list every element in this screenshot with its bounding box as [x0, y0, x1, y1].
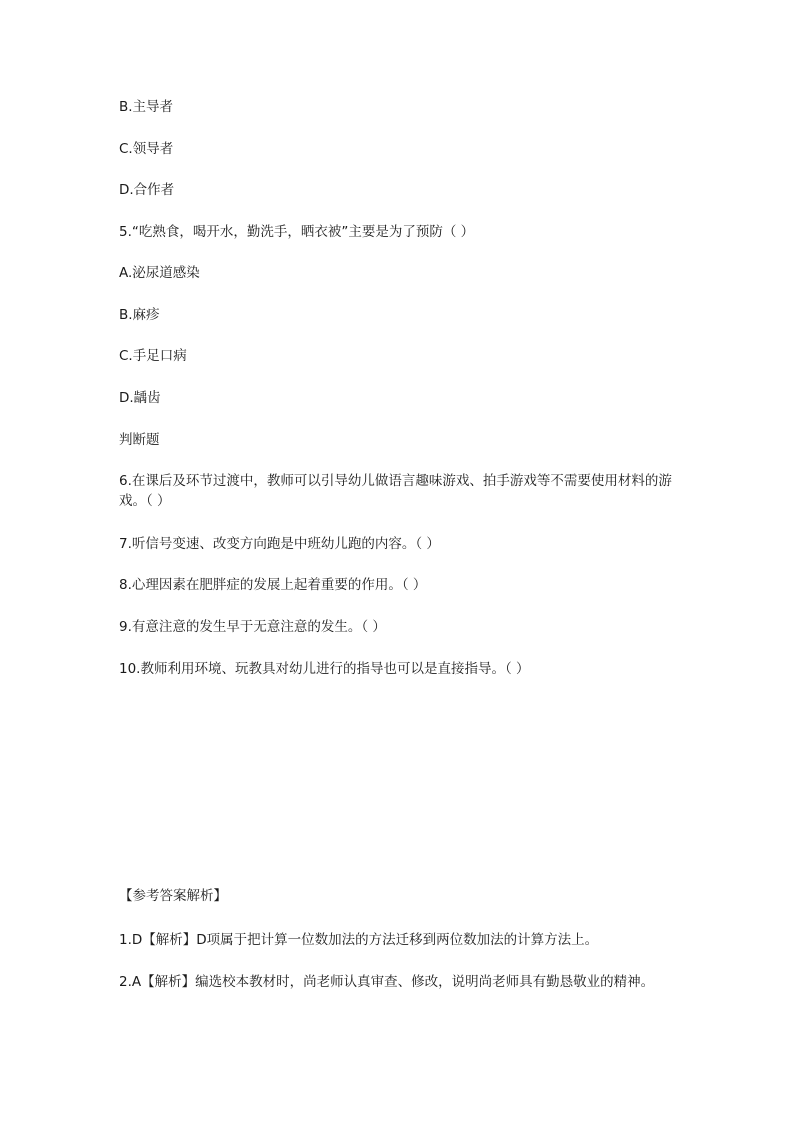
q8-text: 8.心理因素在肥胖症的发展上起着重要的作用。（ ）: [119, 577, 427, 593]
q6-text: 6.在课后及环节过渡中，教师可以引导幼儿做语言趣味游戏、拍手游戏等不需要使用材料的游戏。（ ）: [119, 473, 672, 509]
q9-text: 9.有意注意的发生早于无意注意的发生。（ ）: [119, 619, 386, 635]
q10-text: 10.教师利用环境、玩教具对幼儿进行的指导也可以是直接指导。（ ）: [119, 661, 530, 677]
q5-option-b: B.麻疹: [119, 307, 160, 323]
q7-text: 7.听信号变速、改变方向跑是中班幼儿跑的内容。（ ）: [119, 536, 440, 552]
section-heading-judgment: 判断题: [119, 432, 160, 448]
q5-option-c: C.手足口病: [119, 348, 187, 364]
answer-2: 2.A【解析】编选校本教材时，尚老师认真审查、修改，说明尚老师具有勤恳敬业的精神。: [119, 974, 655, 990]
q4-option-b: B.主导者: [119, 99, 174, 115]
q5-stem: 5.“吃熟食，喝开水，勤洗手，晒衣被”主要是为了预防（ ）: [119, 224, 475, 240]
answers-heading: 【参考答案解析】: [119, 888, 227, 904]
q4-option-d: D.合作者: [119, 182, 175, 198]
q5-option-d: D.龋齿: [119, 390, 161, 406]
answer-1: 1.D【解析】D项属于把计算一位数加法的方法迁移到两位数加法的计算方法上。: [119, 932, 599, 948]
q4-option-c: C.领导者: [119, 141, 174, 157]
q5-option-a: A.泌尿道感染: [119, 265, 200, 281]
